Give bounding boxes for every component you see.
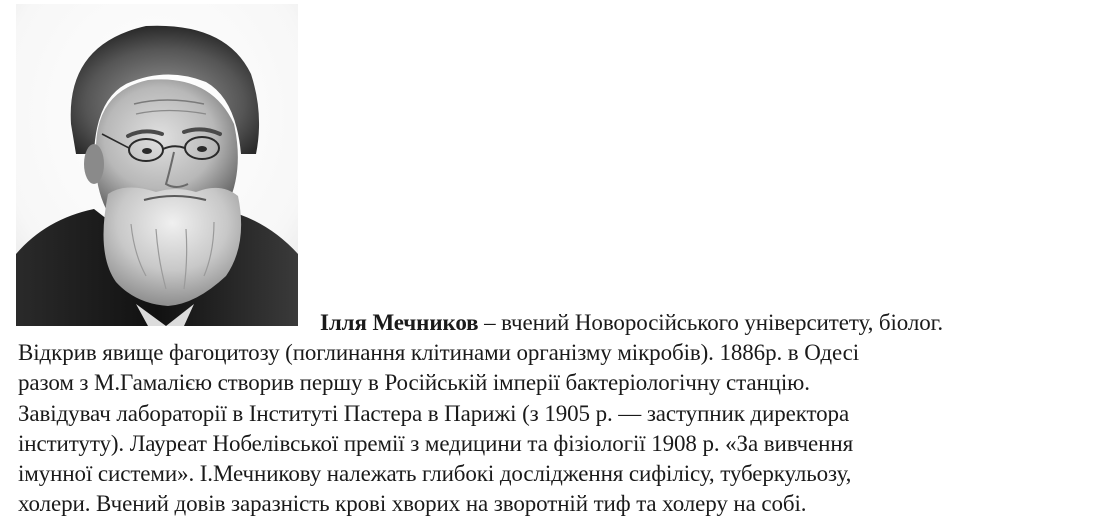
portrait-photo — [16, 4, 298, 326]
person-name: Ілля Мечников — [320, 310, 479, 335]
biography-paragraph — [18, 308, 1088, 519]
portrait-photo-icon — [16, 4, 298, 326]
bio-line-1 — [18, 308, 1088, 338]
bio-line-4: Завідувач лабораторії в Інституті Пастера в Парижі (з 1905 р. — заступник директора — [18, 400, 850, 426]
bio-line-6: імунної системи». І.Мечникову належать глибокі дослідження сифілісу, туберкульозу, — [18, 461, 852, 487]
bio-line-3: разом з М.Гамалією створив першу в Російській імперії бактеріологічну станцію. — [18, 370, 810, 396]
bio-line-1-text: – вчений Новоросійського університету, біолог. — [478, 310, 944, 335]
bio-line-2: Відкрив явище фагоцитозу (поглинання клітинами організму мікробів). 1886р. в Одесі — [18, 340, 860, 366]
bio-line-7: холери. Вчений довів заразність крові хворих на зворотній тиф та холеру на собі. — [18, 491, 807, 517]
bio-line-5: інституту). Лауреат Нобелівської премії з медицини та фізіології 1908 р. «За вивчення — [18, 430, 854, 456]
